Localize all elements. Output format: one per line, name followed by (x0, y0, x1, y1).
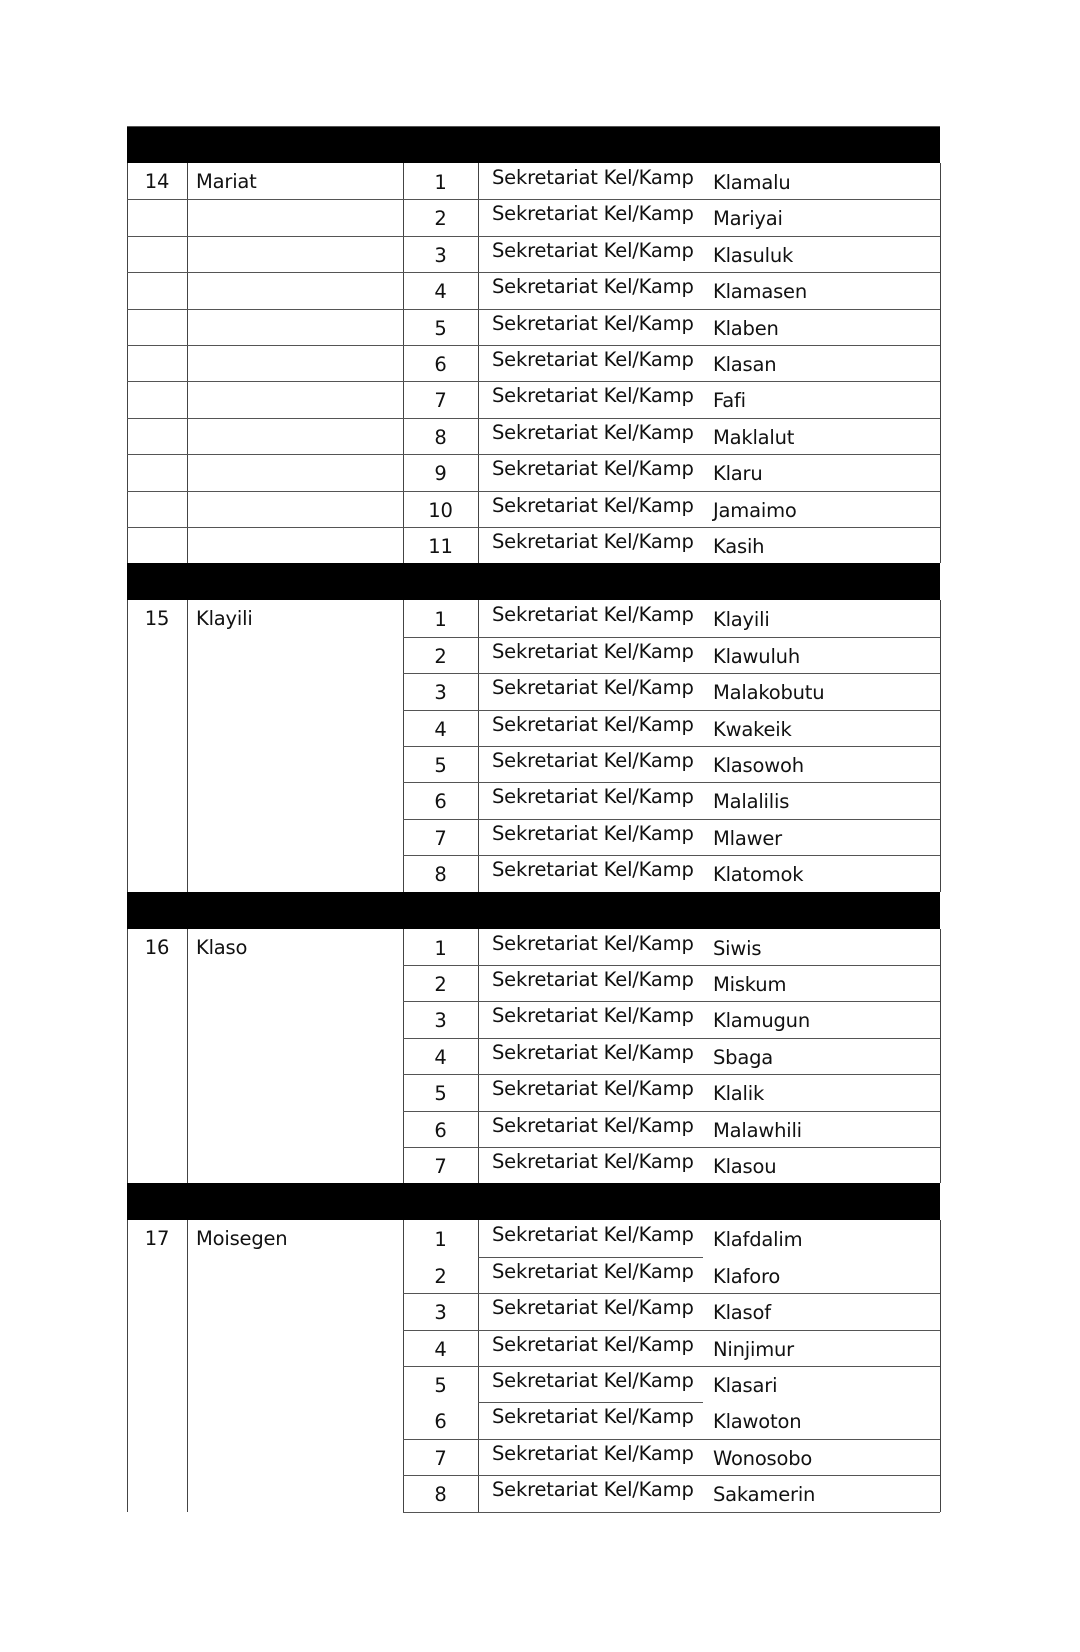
village-name: Klasan (713, 353, 777, 376)
village-name: Klamasen (713, 280, 808, 304)
office-type: Sekretariat Kel/Kamp (492, 1332, 694, 1356)
village-number: 7 (434, 389, 447, 413)
row-divider (127, 272, 940, 273)
office-type: Sekretariat Kel/Kamp (492, 785, 694, 809)
village-name: Klafdalim (713, 1228, 803, 1252)
row-divider (403, 710, 940, 711)
village-number: 4 (434, 1045, 447, 1069)
office-type: Sekretariat Kel/Kamp (492, 1296, 694, 1320)
village-name: Klasou (713, 1155, 777, 1178)
office-type: Sekretariat Kel/Kamp (492, 384, 694, 408)
village-name: Klasof (713, 1301, 771, 1325)
row-divider (127, 199, 940, 200)
table-right-border (940, 600, 941, 891)
village-number: 8 (434, 425, 447, 449)
office-type: Sekretariat Kel/Kamp (492, 1405, 694, 1429)
village-number: 6 (434, 1410, 447, 1434)
village-number: 9 (434, 462, 447, 486)
district-name: Klaso (196, 935, 248, 959)
office-type: Sekretariat Kel/Kamp (492, 676, 694, 700)
village-name: Jamaimo (713, 498, 797, 522)
village-number: 6 (434, 1118, 447, 1142)
village-name: Klawuluh (713, 644, 800, 668)
table-right-border (940, 929, 941, 1184)
row-divider (403, 1074, 940, 1075)
village-name: Fafi (713, 389, 746, 413)
office-type: Sekretariat Kel/Kamp (492, 202, 694, 226)
village-number: 1 (434, 936, 447, 960)
partial-row-divider (478, 1257, 703, 1258)
office-type: Sekretariat Kel/Kamp (492, 821, 694, 845)
district-number: 14 (144, 170, 170, 193)
village-name: Sbaga (713, 1045, 774, 1069)
village-number: 8 (434, 863, 447, 887)
village-number: 3 (434, 681, 447, 705)
district-name: Moisegen (196, 1227, 288, 1251)
district-name: Klayili (196, 607, 253, 631)
row-divider (403, 819, 940, 820)
village-number: 7 (434, 826, 447, 850)
table-left-border (127, 600, 128, 891)
village-number: 8 (434, 1483, 447, 1507)
row-divider (127, 454, 940, 455)
village-name: Kwakeik (713, 717, 792, 741)
village-name: Klaforo (713, 1264, 781, 1288)
village-name: Ninjimur (713, 1337, 794, 1361)
column-divider (187, 600, 188, 891)
row-divider (403, 746, 940, 747)
village-number: 6 (434, 790, 447, 814)
office-type: Sekretariat Kel/Kamp (492, 1369, 694, 1392)
village-name: Maklalut (713, 425, 795, 449)
village-number: 1 (434, 608, 447, 632)
office-type: Sekretariat Kel/Kamp (492, 1004, 694, 1028)
village-number: 2 (434, 207, 447, 231)
office-type: Sekretariat Kel/Kamp (492, 311, 694, 335)
village-name: Malalilis (713, 790, 790, 814)
row-divider (403, 1038, 940, 1039)
row-divider (127, 418, 940, 419)
office-type: Sekretariat Kel/Kamp (492, 166, 694, 189)
village-name: Klaru (713, 462, 763, 486)
office-type: Sekretariat Kel/Kamp (492, 530, 694, 553)
office-type: Sekretariat Kel/Kamp (492, 1478, 694, 1502)
column-divider (187, 1220, 188, 1511)
column-divider (187, 163, 188, 563)
column-divider (478, 163, 479, 563)
table-left-border (127, 163, 128, 563)
office-type: Sekretariat Kel/Kamp (492, 1040, 694, 1064)
village-number: 2 (434, 1264, 447, 1288)
district-number: 16 (144, 935, 170, 959)
village-name: Klasari (713, 1374, 778, 1397)
office-type: Sekretariat Kel/Kamp (492, 420, 694, 444)
office-type: Sekretariat Kel/Kamp (492, 1077, 694, 1101)
village-number: 7 (434, 1446, 447, 1470)
row-divider (403, 1001, 940, 1002)
table-left-border (127, 1220, 128, 1511)
village-number: 4 (434, 1337, 447, 1361)
office-type: Sekretariat Kel/Kamp (492, 968, 694, 991)
row-divider (127, 381, 940, 382)
village-name: Mlawer (713, 826, 782, 850)
table-top-border (127, 126, 940, 127)
row-divider (127, 309, 940, 310)
office-type: Sekretariat Kel/Kamp (492, 1259, 694, 1283)
section-separator-band (127, 126, 940, 163)
table-bottom-border (403, 1512, 940, 1513)
office-type: Sekretariat Kel/Kamp (492, 1150, 694, 1173)
office-type: Sekretariat Kel/Kamp (492, 493, 694, 517)
village-number: 11 (428, 535, 453, 558)
row-divider (403, 1330, 940, 1331)
village-name: Klawoton (713, 1410, 802, 1434)
village-number: 5 (434, 1082, 447, 1106)
village-name: Siwis (713, 936, 762, 960)
row-divider (403, 1366, 940, 1367)
village-name: Klasuluk (713, 243, 794, 267)
office-type: Sekretariat Kel/Kamp (492, 749, 694, 772)
row-divider (403, 637, 940, 638)
village-number: 7 (434, 1155, 447, 1178)
row-divider (403, 1147, 940, 1148)
village-name: Klasowoh (713, 754, 804, 777)
table-right-border (940, 163, 941, 563)
village-name: Malakobutu (713, 681, 825, 705)
office-type: Sekretariat Kel/Kamp (492, 348, 694, 371)
row-divider (127, 527, 940, 528)
village-name: Sakamerin (713, 1483, 816, 1507)
village-name: Klamalu (713, 171, 791, 194)
office-type: Sekretariat Kel/Kamp (492, 1113, 694, 1137)
village-name: Klalik (713, 1082, 765, 1106)
row-divider (403, 965, 940, 966)
row-divider (403, 1111, 940, 1112)
row-divider (403, 855, 940, 856)
office-type: Sekretariat Kel/Kamp (492, 603, 694, 627)
row-divider (403, 1439, 940, 1440)
office-type: Sekretariat Kel/Kamp (492, 238, 694, 262)
village-name: Klayili (713, 608, 770, 632)
office-type: Sekretariat Kel/Kamp (492, 275, 694, 299)
village-name: Klaben (713, 316, 779, 340)
village-name: Kasih (713, 535, 765, 558)
section-separator-band (127, 563, 940, 600)
section-separator-band (127, 1183, 940, 1220)
village-number: 2 (434, 973, 447, 996)
office-type: Sekretariat Kel/Kamp (492, 712, 694, 736)
village-number: 4 (434, 280, 447, 304)
column-divider (478, 929, 479, 1184)
row-divider (127, 491, 940, 492)
village-number: 5 (434, 1374, 447, 1397)
office-type: Sekretariat Kel/Kamp (492, 639, 694, 663)
district-number: 17 (144, 1227, 170, 1251)
row-divider (403, 1475, 940, 1476)
office-type: Sekretariat Kel/Kamp (492, 931, 694, 955)
office-type: Sekretariat Kel/Kamp (492, 1441, 694, 1465)
village-name: Malawhili (713, 1118, 802, 1142)
section-separator-band (127, 892, 940, 929)
village-name: Wonosobo (713, 1446, 813, 1470)
village-number: 4 (434, 717, 447, 741)
village-number: 5 (434, 754, 447, 777)
village-number: 3 (434, 243, 447, 267)
table-right-border (940, 1220, 941, 1511)
village-number: 3 (434, 1301, 447, 1325)
village-name: Mariyai (713, 207, 783, 231)
office-type: Sekretariat Kel/Kamp (492, 457, 694, 481)
column-divider (187, 929, 188, 1184)
village-name: Klamugun (713, 1009, 811, 1033)
village-number: 6 (434, 353, 447, 376)
district-name: Mariat (196, 170, 257, 193)
office-type: Sekretariat Kel/Kamp (492, 858, 694, 882)
village-number: 5 (434, 316, 447, 340)
village-name: Miskum (713, 973, 787, 996)
village-number: 1 (434, 171, 447, 194)
row-divider (403, 782, 940, 783)
office-type: Sekretariat Kel/Kamp (492, 1223, 694, 1247)
district-number: 15 (144, 607, 170, 631)
table-left-border (127, 929, 128, 1184)
village-number: 3 (434, 1009, 447, 1033)
village-name: Klatomok (713, 863, 804, 887)
row-divider (127, 345, 940, 346)
village-number: 10 (428, 498, 453, 522)
row-divider (403, 1293, 940, 1294)
partial-row-divider (478, 1402, 703, 1403)
row-divider (127, 236, 940, 237)
village-number: 2 (434, 644, 447, 668)
row-divider (403, 673, 940, 674)
village-number: 1 (434, 1228, 447, 1252)
